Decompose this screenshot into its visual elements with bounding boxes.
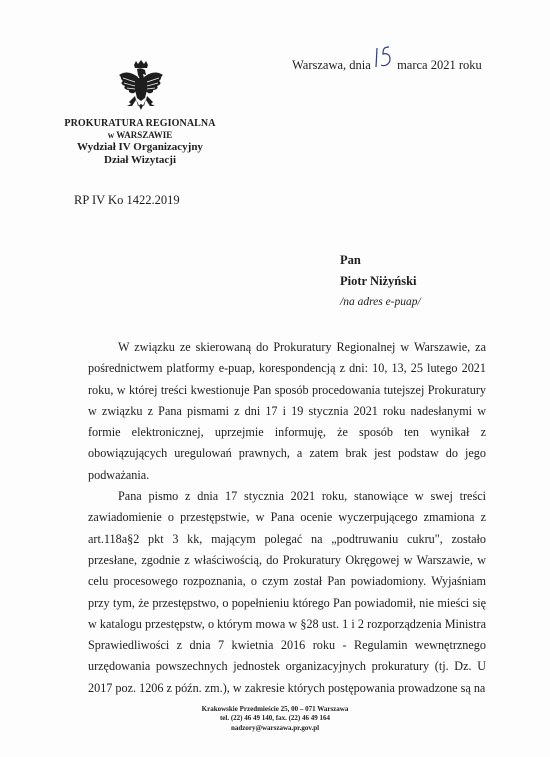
date-suffix: marca 2021 roku [397, 58, 482, 72]
addressee-name: Piotr Niżyński [340, 274, 417, 289]
body-paragraph-2: Pana pismo z dnia 17 stycznia 2021 roku, stanowiące w swej treści zawiadomienie o przestępstwie, w Pana ocenie wyczerpującego zmamiona z art.118a§2 pkt 3 kk, mającym polegać na „podtruwaniu cukru", zostało przesłane, zgodnie z właściwością, do Prokuratury Okręgowej w Warszawie, w celu procesowego rozpoznania, o czym został Pan powiadomiony. Wyjaśniam przy tym, że przestępstwo, o popełnieniu którego Pan powiadomił, nie mieści się w katalogu przestępstw, o którym mowa w §28 ust. 1 i 2 rozporządzenia Ministra Sprawiedliwości z dnia 7 kwietnia 2016 roku - Regulamin wewnętrznego urzędowania powszechnych jednostek organizacyjnych prokuratury (tj. Dz. U 2017 poz. 1206 z późn. zm.), w zakresie których postępowania prowadzone są na [88, 489, 486, 695]
polish-eagle-emblem-icon [117, 60, 165, 116]
date-prefix: Warszawa, dnia [292, 58, 371, 72]
office-city: w WARSZAWIE [107, 130, 173, 140]
office-name: PROKURATURA REGIONALNA [64, 118, 216, 129]
footer-phone: tel. (22) 46 49 140, fax. (22) 46 49 164 [219, 714, 331, 723]
office-header [60, 118, 220, 167]
office-department: Wydział IV Organizacyjny [77, 140, 203, 153]
handwritten-day [374, 55, 394, 69]
date-line [292, 55, 482, 73]
office-section: Dział Wizytacji [104, 153, 176, 166]
addressee-delivery: /na adres e-puap/ [340, 295, 421, 308]
addressee-block [340, 250, 421, 312]
footer-address: Krakowskie Przedmieście 25, 00 – 071 Warszawa [201, 705, 349, 713]
letter-body [88, 337, 486, 699]
case-reference: RP IV Ko 1422.2019 [74, 193, 180, 207]
body-paragraph-1: W związku ze skierowaną do Prokuratury Regionalnej w Warszawie, za pośrednictwem platformy e-puap, korespondencją z dni: 10, 13, 25 lutego 2021 roku, w której treści kwestionuje Pan sposób procedowania tutejszej Prokuratury w związku z Pana pismami z dni 17 i 19 stycznia 2021 roku nadesłanymi w formie elektronicznej, uprzejmie informuję, że sposób ten wynikał z obowiązujących uregulowań prawnych, a zatem brak jest podstaw do jego podważania. [88, 340, 486, 482]
addressee-title: Pan [340, 253, 361, 267]
handwritten-day-icon [372, 45, 396, 71]
footer-email: nadzory@warszawa.pr.gov.pl [230, 723, 320, 732]
footer-contact [150, 705, 400, 733]
